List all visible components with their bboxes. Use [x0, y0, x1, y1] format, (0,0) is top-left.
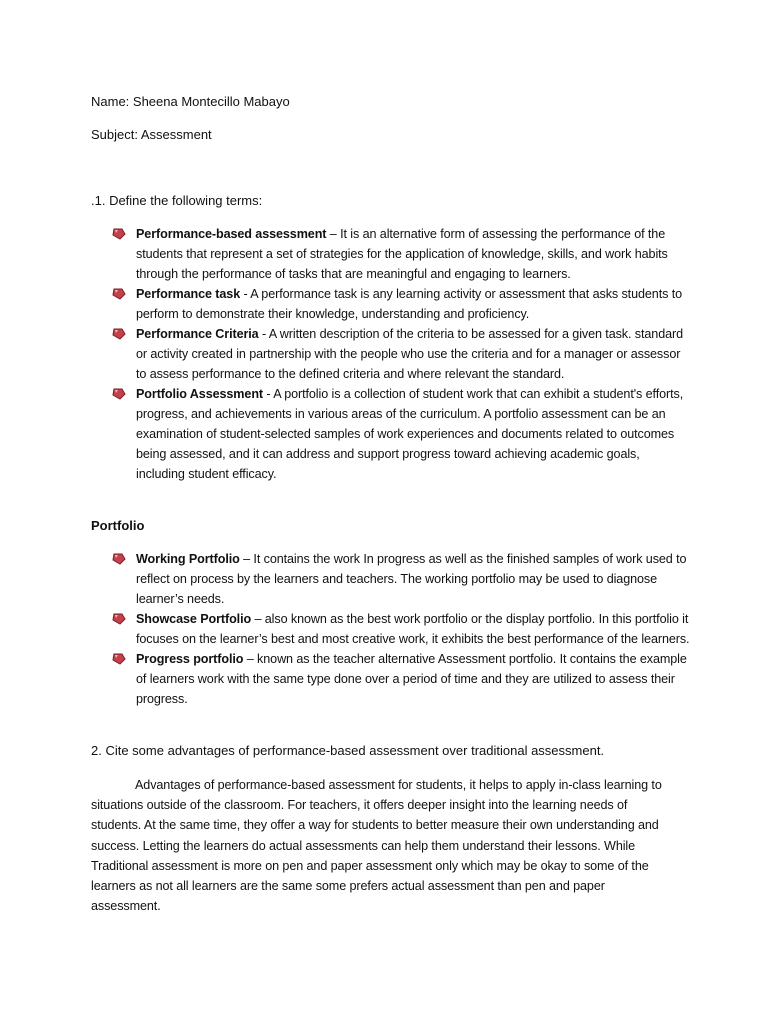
red-gem-bullet-icon [112, 553, 126, 565]
term-label: Progress portfolio [136, 652, 244, 666]
term-definition: - A written description of the criteria to be assessed for a given task. standard or activity created in partnership with the people who use the criteria and for a manager or assessor to assess performance to the defined criteria and where relevant the standard. [136, 327, 684, 381]
term-label: Performance-based assessment [136, 227, 327, 241]
term-label: Performance Criteria [136, 327, 259, 341]
term-definition: - A performance task is any learning activity or assessment that asks students to perform to demonstrate their knowledge, understanding and proficiency. [136, 287, 682, 321]
term-label: Portfolio Assessment [136, 387, 263, 401]
term-definition: – It is an alternative form of assessing the performance of the students that represent a set of strategies for the application of knowledge, skills, and work habits through the performance of tasks that are meaningful and engaging to learners. [136, 227, 668, 281]
question-1-prompt: .1. Define the following terms: [91, 193, 263, 208]
list-item [91, 284, 691, 324]
question-2-answer: Advantages of performance-based assessment for students, it helps to apply in-class learning to situations outside of the classroom. For teachers, it offers deeper insight into the learning needs of students. At the same time, they offer a way for students to better measure their own understanding and success. Letting the learners do actual assessments can help them understand their lessons. While Traditional assessment is more on pen and paper assessment only which may be okay to some of the learners as not all learners are the same some prefers actual assessment than pen and paper assessment. [91, 778, 662, 914]
question-2-prompt: 2. Cite some advantages of performance-based assessment over traditional assessment. [91, 743, 605, 758]
student-name: Name: Sheena Montecillo Mabayo [91, 94, 290, 109]
list-item [91, 324, 691, 384]
term-label: Performance task [136, 287, 241, 301]
term-definition: – It contains the work In progress as well as the finished samples of work used to reflect on process by the learners and teachers. The working portfolio may be used to diagnose learner’s needs. [136, 552, 687, 606]
portfolio-types-list [91, 549, 691, 709]
term-label: Showcase Portfolio [136, 612, 252, 626]
red-gem-bullet-icon [112, 388, 126, 400]
term-definition: - A portfolio is a collection of student work that can exhibit a student's efforts, progress, and achievements in various areas of the curriculum. A portfolio assessment can be an examination of student-selected samples of work experiences and documents related to outcomes being assessed, and it can address and support progress toward achieving academic goals, including student efficacy. [136, 387, 684, 481]
red-gem-bullet-icon [112, 613, 126, 625]
list-item [91, 224, 691, 284]
red-gem-bullet-icon [112, 228, 126, 240]
list-item [91, 549, 691, 609]
list-item [91, 609, 691, 649]
term-definition: – known as the teacher alternative Assessment portfolio. It contains the example of learners work with the same type done over a period of time and they are utilized to assess their progress. [136, 652, 687, 706]
subject-line: Subject: Assessment [91, 127, 212, 142]
list-item [91, 649, 691, 709]
portfolio-heading: Portfolio [91, 518, 145, 533]
list-item [91, 384, 691, 484]
term-label: Working Portfolio [136, 552, 240, 566]
red-gem-bullet-icon [112, 653, 126, 665]
red-gem-bullet-icon [112, 328, 126, 340]
red-gem-bullet-icon [112, 288, 126, 300]
terms-list [91, 224, 691, 484]
term-definition: – also known as the best work portfolio or the display portfolio. In this portfolio it focuses on the learner’s best and most creative work, it exhibits the best performance of the learners. [136, 612, 690, 646]
